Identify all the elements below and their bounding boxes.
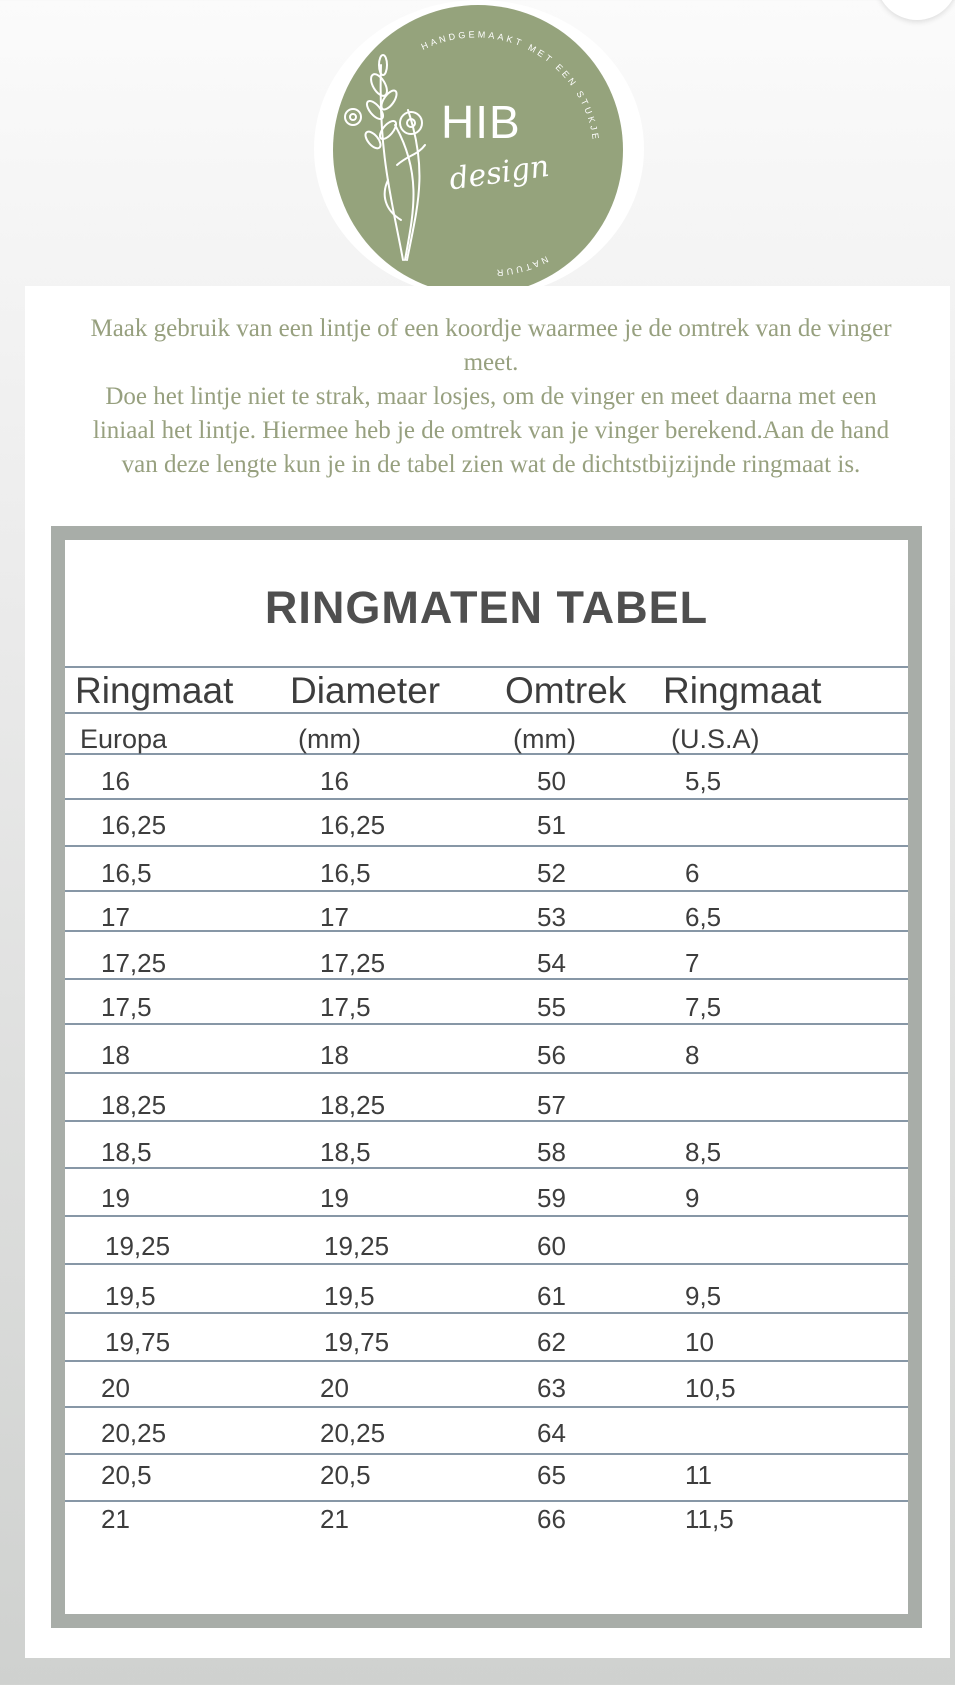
table-cell: 17 <box>101 902 130 932</box>
row-divider <box>65 978 908 980</box>
column-header: Ringmaat <box>663 670 822 711</box>
table-cell: 7 <box>685 948 700 978</box>
table-cell: 18 <box>101 1040 130 1070</box>
table-cell: 5,5 <box>685 766 722 796</box>
table-cell: 9,5 <box>685 1281 722 1311</box>
table-title: RINGMATEN TABEL <box>264 582 709 633</box>
row-divider <box>65 1023 908 1025</box>
row-divider <box>65 890 908 892</box>
table-cell: 64 <box>537 1418 566 1448</box>
table-cell: 55 <box>537 992 566 1022</box>
table-cell: 21 <box>320 1504 349 1534</box>
table-cell: 65 <box>537 1460 566 1490</box>
row-divider <box>65 753 908 755</box>
table-cell: 62 <box>537 1327 566 1357</box>
table-cell: 17,25 <box>320 948 386 978</box>
corner-button <box>876 0 955 20</box>
column-header: Diameter <box>290 670 441 711</box>
table-cell: 57 <box>537 1090 566 1120</box>
row-divider <box>65 712 908 714</box>
table-cell: 51 <box>537 810 566 840</box>
table-cell: 63 <box>537 1373 566 1403</box>
table-cell: 58 <box>537 1137 566 1167</box>
table-cell: 11,5 <box>685 1504 734 1534</box>
table-cell: 20 <box>101 1373 130 1403</box>
table-cell: 61 <box>537 1281 566 1311</box>
table-cell: 10 <box>685 1327 714 1357</box>
table-cell: 6 <box>685 858 700 888</box>
column-header: Omtrek <box>505 670 627 711</box>
table-cell: 8,5 <box>685 1137 722 1167</box>
row-divider <box>65 1120 908 1122</box>
table-cell: 18 <box>320 1040 349 1070</box>
column-header: Ringmaat <box>75 670 234 711</box>
table-cell: 16 <box>320 766 349 796</box>
table-cell: 16,5 <box>101 858 152 888</box>
flower-bouquet-icon <box>333 5 623 295</box>
table-cell: 7,5 <box>685 992 722 1022</box>
svg-text:HANDGEMAAKT MET EEN STUKJE: HANDGEMAAKT MET EEN STUKJE <box>419 29 602 143</box>
table-cell: 18,25 <box>320 1090 386 1120</box>
table-cell: 19,75 <box>324 1327 390 1357</box>
row-divider <box>65 1263 908 1265</box>
table-cell: 17 <box>320 902 349 932</box>
table-cell: 20 <box>320 1373 349 1403</box>
table-cell: 10,5 <box>685 1373 736 1403</box>
svg-text:NATUUR: NATUUR <box>493 254 550 278</box>
table-cell: 16,25 <box>101 810 167 840</box>
table-cell: 19 <box>320 1183 349 1213</box>
table-cell: 18,5 <box>101 1137 152 1167</box>
table-cell: 9 <box>685 1183 700 1213</box>
table-cell: 21 <box>101 1504 130 1534</box>
table-cell: 50 <box>537 766 566 796</box>
table-cell: 16,25 <box>320 810 386 840</box>
row-divider <box>65 666 908 668</box>
row-divider <box>65 1072 908 1074</box>
content-card <box>25 286 950 1658</box>
row-divider <box>65 1500 908 1502</box>
table-cell: 54 <box>537 948 566 978</box>
table-cell: 19,25 <box>105 1231 171 1261</box>
row-divider <box>65 930 908 932</box>
table-cell: 16 <box>101 766 130 796</box>
instruction-paragraph-2: Doe het lintje niet te strak, maar losjes, om de vinger en meet daarna met een liniaal het lintje. Hiermee heb je de omtrek van je vinger berekend.Aan de hand van deze lengte kun je in de tabel zien wat de dichtstbijzijnde ringmaat is. <box>92 383 890 478</box>
column-subheader: (mm) <box>298 724 361 754</box>
column-subheader: Europa <box>80 724 168 754</box>
table-cell: 66 <box>537 1504 566 1534</box>
table-cell: 19,75 <box>105 1327 171 1357</box>
table-cell: 20,5 <box>101 1460 152 1490</box>
table-cell: 19,5 <box>105 1281 156 1311</box>
table-cell: 20,5 <box>320 1460 371 1490</box>
row-divider <box>65 845 908 847</box>
table-cell: 20,25 <box>101 1418 167 1448</box>
table-cell: 18,25 <box>101 1090 167 1120</box>
table-cell: 19 <box>101 1183 130 1213</box>
table-cell: 17,5 <box>320 992 371 1022</box>
brand-logo <box>333 5 623 295</box>
row-divider <box>65 1360 908 1362</box>
table-cell: 6,5 <box>685 902 722 932</box>
column-subheader: (mm) <box>513 724 576 754</box>
instructions-text <box>85 312 897 482</box>
row-divider <box>65 1215 908 1217</box>
row-divider <box>65 1406 908 1408</box>
table-cell: 17,5 <box>101 992 152 1022</box>
table-cell: 53 <box>537 902 566 932</box>
ring-size-table <box>65 540 908 1614</box>
table-cell: 16,5 <box>320 858 371 888</box>
logo-subtitle: design <box>447 148 552 198</box>
row-divider <box>65 798 908 800</box>
table-cell: 19,5 <box>324 1281 375 1311</box>
table-cell: 20,25 <box>320 1418 386 1448</box>
table-cell: 11 <box>685 1460 712 1490</box>
ring-size-table-frame <box>51 526 922 1628</box>
row-divider <box>65 1167 908 1169</box>
table-cell: 8 <box>685 1040 700 1070</box>
row-divider <box>65 1453 908 1455</box>
column-subheader: (U.S.A) <box>671 724 760 754</box>
table-cell: 19,25 <box>324 1231 390 1261</box>
table-cell: 59 <box>537 1183 566 1213</box>
row-divider <box>65 1312 908 1314</box>
logo-title: HIB <box>441 96 521 148</box>
table-cell: 56 <box>537 1040 566 1070</box>
table-cell: 60 <box>537 1231 566 1261</box>
table-cell: 17,25 <box>101 948 167 978</box>
instruction-paragraph-1: Maak gebruik van een lintje of een koordje waarmee je de omtrek van de vinger meet. <box>90 315 892 376</box>
table-cell: 52 <box>537 858 566 888</box>
table-cell: 18,5 <box>320 1137 371 1167</box>
